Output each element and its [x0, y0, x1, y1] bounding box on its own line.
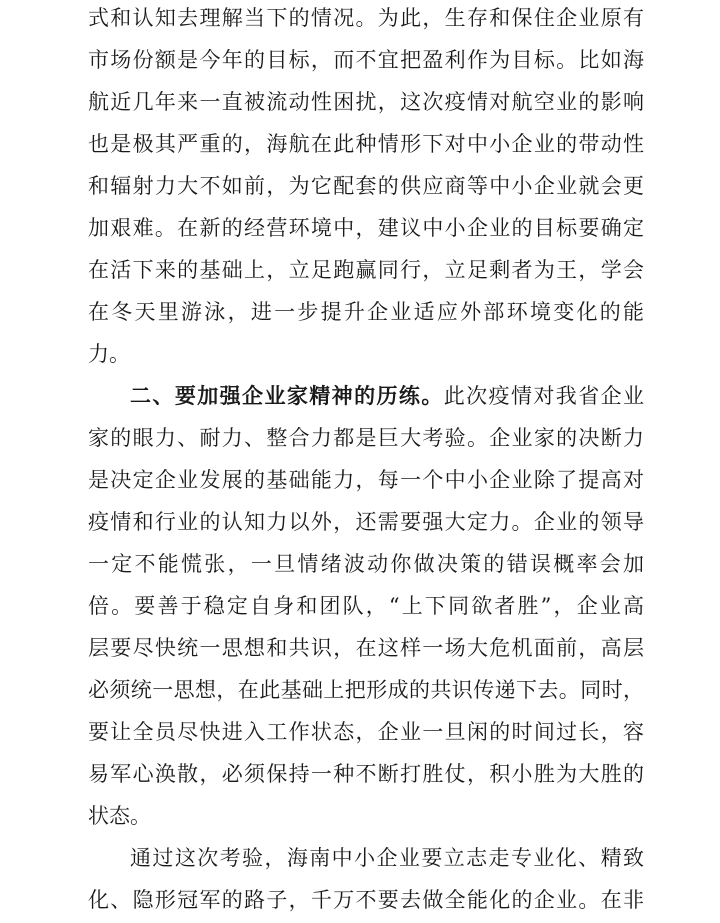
- text-line: 家的眼力、耐力、整合力都是巨大考验。企业家的决断力: [88, 426, 644, 450]
- heading-line-text: 此次疫情对我省企业: [443, 384, 645, 408]
- text-line: 一定不能慌张，一旦情绪波动你做决策的错误概率会加: [88, 552, 644, 576]
- section-heading-line: [130, 381, 644, 411]
- text-line: 必须统一思想，在此基础上把形成的共识传递下去。同时，: [88, 678, 644, 702]
- text-line: 是决定企业发展的基础能力，每一个中小企业除了提高对: [88, 468, 644, 492]
- text-line: 倍。要善于稳定自身和团队，“上下同欲者胜”，企业高: [88, 594, 644, 618]
- text-line: 市场份额是今年的目标，而不宜把盈利作为目标。比如海: [88, 48, 644, 72]
- text-line: 和辐射力大不如前，为它配套的供应商等中小企业就会更: [88, 174, 644, 198]
- text-line: 式和认知去理解当下的情况。为此，生存和保住企业原有: [88, 6, 644, 30]
- text-line: 疫情和行业的认知力以外，还需要强大定力。企业的领导: [88, 510, 644, 534]
- text-line: 加艰难。在新的经营环境中，建议中小企业的目标要确定: [88, 216, 644, 240]
- section-heading: 二、要加强企业家精神的历练。: [130, 384, 444, 408]
- text-line: 在活下来的基础上，立足跑赢同行，立足剩者为王，学会: [88, 258, 644, 282]
- text-line: 要让全员尽快进入工作状态，企业一旦闲的时间过长，容: [88, 720, 644, 744]
- text-line: 层要尽快统一思想和共识，在这样一场大危机面前，高层: [88, 636, 644, 660]
- text-line: 状态。: [88, 804, 151, 828]
- text-line: 航近几年来一直被流动性困扰，这次疫情对航空业的影响: [88, 90, 644, 114]
- text-line: 力。: [88, 342, 130, 366]
- text-line: 通过这次考验，海南中小企业要立志走专业化、精致: [130, 846, 644, 870]
- text-line: 在冬天里游泳，进一步提升企业适应外部环境变化的能: [88, 300, 644, 324]
- text-line: 也是极其严重的，海航在此种情形下对中小企业的带动性: [88, 132, 644, 156]
- text-line: 易军心涣散，必须保持一种不断打胜仗，积小胜为大胜的: [88, 762, 644, 786]
- text-line: 化、隐形冠军的路子，千万不要去做全能化的企业。在非: [88, 888, 644, 912]
